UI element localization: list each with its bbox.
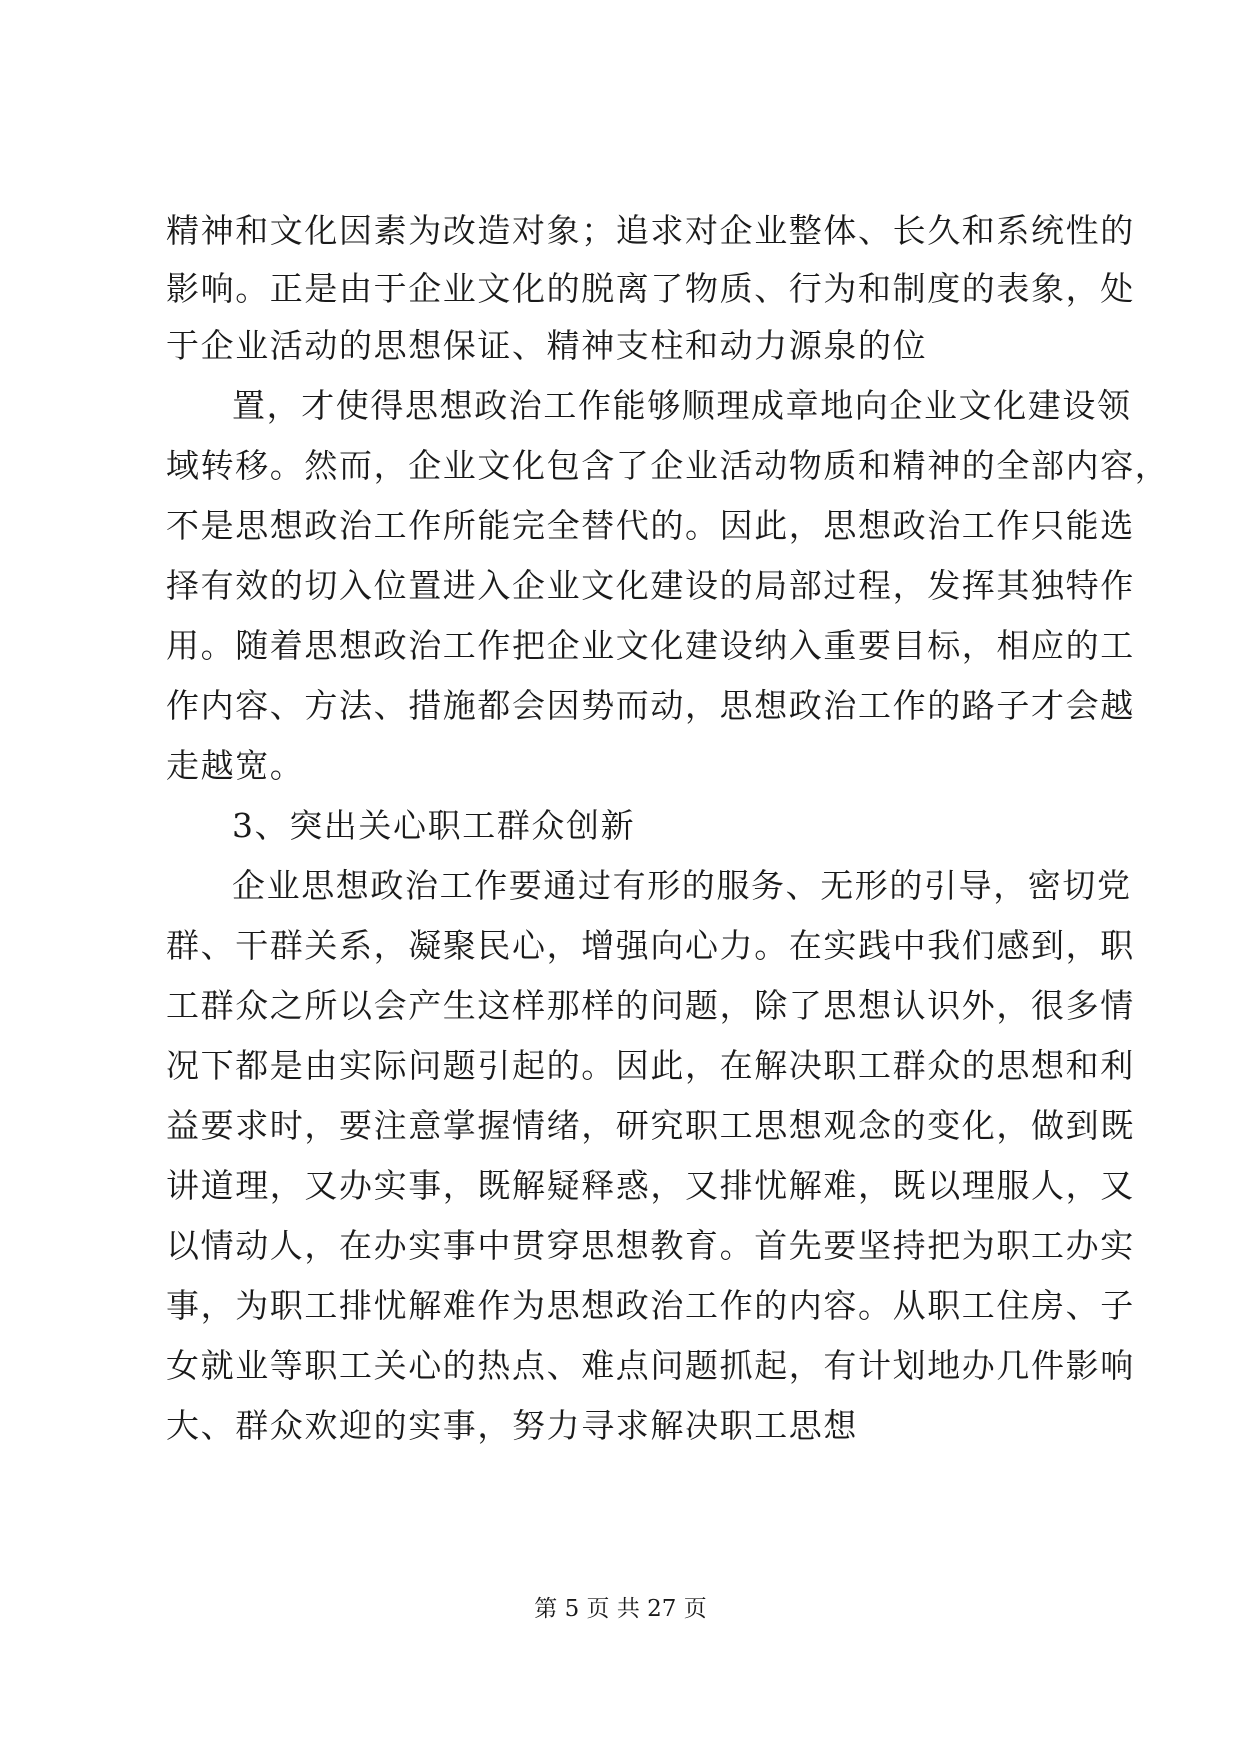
text-line-9: 作内容、方法、措施都会因势而动，思想政治工作的路子才会越 bbox=[166, 686, 1135, 725]
text-line-14: 工群众之所以会产生这样那样的问题，除了思想认识外，很多情 bbox=[166, 986, 1135, 1025]
text-line-20: 女就业等职工关心的热点、难点问题抓起，有计划地办几件影响 bbox=[166, 1346, 1135, 1385]
page-number-footer: 第 5 页 共 27 页 bbox=[534, 1596, 707, 1622]
text-line-3: 于企业活动的思想保证、精神支柱和动力源泉的位 bbox=[166, 326, 928, 365]
text-line-1: 精神和文化因素为改造对象；追求对企业整体、长久和系统性的 bbox=[166, 211, 1135, 250]
text-line-13: 群、干群关系，凝聚民心，增强向心力。在实践中我们感到，职 bbox=[166, 926, 1135, 965]
text-line-12: 企业思想政治工作要通过有形的服务、无形的引导，密切党 bbox=[232, 866, 1132, 905]
text-line-4: 置，才使得思想政治工作能够顺理成章地向企业文化建设领 bbox=[232, 386, 1132, 425]
text-line-18: 以情动人，在办实事中贯穿思想教育。首先要坚持把为职工办实 bbox=[166, 1226, 1135, 1265]
text-line-5: 域转移。然而，企业文化包含了企业活动物质和精神的全部内容， bbox=[166, 446, 1170, 485]
text-line-15: 况下都是由实际问题引起的。因此，在解决职工群众的思想和利 bbox=[166, 1046, 1135, 1085]
text-line-21: 大、群众欢迎的实事，努力寻求解决职工思想 bbox=[166, 1406, 858, 1445]
text-line-10: 走越宽。 bbox=[166, 746, 305, 785]
text-line-6: 不是思想政治工作所能完全替代的。因此，思想政治工作只能选 bbox=[166, 506, 1135, 545]
text-line-19: 事，为职工排忧解难作为思想政治工作的内容。从职工住房、子 bbox=[166, 1286, 1135, 1325]
text-line-16: 益要求时，要注意掌握情绪，研究职工思想观念的变化，做到既 bbox=[166, 1106, 1135, 1145]
text-line-17: 讲道理，又办实事，既解疑释惑，又排忧解难，既以理服人，又 bbox=[166, 1166, 1135, 1205]
text-line-8: 用。随着思想政治工作把企业文化建设纳入重要目标，相应的工 bbox=[166, 626, 1135, 665]
section-heading: 3、突出关心职工群众创新 bbox=[232, 806, 636, 845]
text-line-7: 择有效的切入位置进入企业文化建设的局部过程，发挥其独特作 bbox=[166, 566, 1135, 605]
text-line-2: 影响。正是由于企业文化的脱离了物质、行为和制度的表象，处 bbox=[166, 269, 1135, 308]
